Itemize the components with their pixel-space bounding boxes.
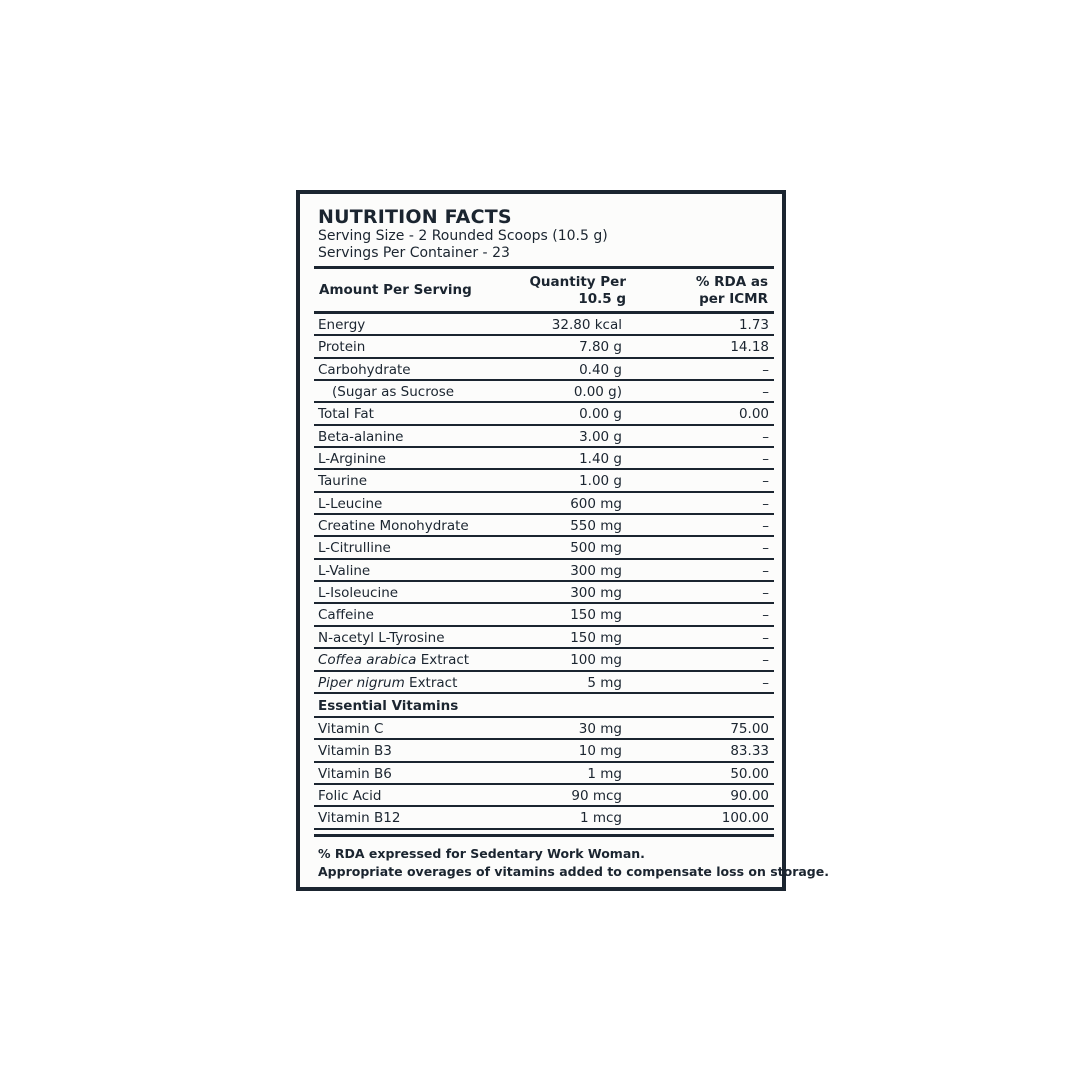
nutrient-rda: – (762, 495, 769, 512)
nutrient-quantity: 5 mg (587, 674, 622, 691)
header-rda (696, 274, 768, 308)
nutrient-rda: – (762, 451, 769, 468)
nutrient-rda: 14.18 (730, 339, 769, 356)
nutrient-name: Vitamin C (318, 720, 384, 737)
table-row (314, 493, 774, 515)
nutrient-quantity: 32.80 kcal (551, 317, 622, 333)
nutrient-quantity: 7.80 g (579, 339, 622, 356)
nutrient-name: L-Citrulline (318, 540, 391, 557)
nutrient-rda: – (762, 674, 769, 691)
nutrient-rda: 100.00 (721, 810, 769, 827)
table-row (314, 336, 774, 358)
header-amount: Amount Per Serving (319, 282, 472, 298)
table-row (314, 672, 774, 694)
header-rda-line1: % RDA as (695, 274, 768, 290)
nutrient-name: Vitamin B3 (318, 743, 392, 760)
nutrient-rda: – (762, 384, 769, 401)
nutrient-quantity: 0.00 g (579, 406, 622, 423)
nutrient-name: L-Arginine (318, 451, 386, 468)
nutrient-quantity: 500 mg (570, 540, 622, 557)
nutrient-quantity: 1 mcg (579, 810, 622, 827)
table-row (314, 359, 774, 381)
nutrition-facts-panel (296, 190, 829, 891)
table-row (314, 649, 774, 671)
nutrient-rda: – (762, 652, 769, 669)
table-row (314, 403, 774, 425)
nutrient-quantity: 1 mg (587, 765, 622, 782)
nutrient-quantity: 600 mg (570, 495, 622, 512)
table-row (314, 718, 774, 740)
nutrient-quantity: 1.40 g (579, 451, 622, 468)
serving-size: Serving Size - 2 Rounded Scoops (10.5 g) (318, 228, 608, 244)
nutrient-rda: – (762, 540, 769, 557)
table-row (314, 515, 774, 537)
table-row (314, 807, 774, 829)
nutrient-quantity: 150 mg (570, 629, 622, 646)
table-row (314, 470, 774, 492)
nutrient-quantity: 100 mg (570, 652, 622, 669)
nutrient-rda: – (762, 428, 769, 445)
nutrient-quantity: 1.00 g (579, 473, 622, 490)
nutrient-name: Vitamin B6 (318, 765, 392, 782)
nutrient-rda: – (762, 629, 769, 646)
nutrient-rda: – (762, 518, 769, 535)
table-row (314, 627, 774, 649)
nutrient-name: L-Isoleucine (318, 585, 399, 602)
nutrient-quantity: 550 mg (570, 518, 622, 535)
nutrient-rda: – (762, 607, 769, 624)
nutrient-name: Caffeine (318, 607, 374, 624)
table-row (314, 604, 774, 626)
nutrient-quantity: 10 mg (578, 743, 622, 760)
nutrient-quantity: 0.00 g) (573, 384, 622, 401)
nutrient-rda: – (762, 473, 769, 490)
table-row (314, 740, 774, 762)
header-rda-line2: per ICMR (699, 291, 768, 307)
nutrient-name: Carbohydrate (318, 361, 411, 378)
nutrient-quantity: 300 mg (570, 585, 622, 602)
nutrient-name: Folic Acid (318, 787, 382, 804)
nutrient-table (314, 314, 774, 830)
nutrient-name: Vitamin B12 (318, 810, 401, 827)
nutrient-quantity: 90 mcg (571, 787, 622, 804)
nutrient-name (318, 652, 469, 668)
nutrient-quantity: 30 mg (578, 720, 622, 737)
nutrient-name-rest: Extract (404, 674, 458, 691)
nutrient-rda: 50.00 (730, 765, 769, 782)
table-row (314, 560, 774, 582)
nutrient-name: Total Fat (318, 406, 374, 423)
divider (314, 266, 774, 269)
table-row (314, 785, 774, 807)
nutrient-quantity: 3.00 g (579, 428, 622, 445)
nutrient-rda: – (762, 562, 769, 579)
servings-per-container: Servings Per Container - 23 (318, 245, 510, 261)
header-quantity-line1: Quantity Per (529, 274, 626, 290)
nutrient-rda: 83.33 (730, 743, 769, 760)
nutrient-rda: 1.73 (738, 317, 769, 333)
section-heading: Essential Vitamins (318, 697, 459, 714)
nutrient-rda: 0.00 (738, 406, 769, 423)
nutrient-name (318, 675, 457, 691)
table-row (314, 537, 774, 559)
nutrient-name: Creatine Monohydrate (318, 518, 469, 535)
table-row (314, 314, 774, 336)
nutrient-quantity: 150 mg (570, 607, 622, 624)
divider (314, 834, 774, 837)
nutrient-rda: 75.00 (730, 720, 769, 737)
nutrient-name-italic: Piper nigrum (318, 674, 405, 691)
header-quantity (529, 274, 626, 308)
nutrient-rda: – (762, 585, 769, 602)
header-quantity-line2: 10.5 g (578, 291, 626, 307)
nutrient-rda: 90.00 (730, 787, 769, 804)
table-row (314, 582, 774, 604)
section-heading-row (314, 694, 774, 718)
nutrient-name: L-Valine (318, 562, 371, 579)
footnote-overages: Appropriate overages of vitamins added to compensate loss on storage. (318, 864, 829, 879)
nutrient-name: L-Leucine (318, 495, 383, 512)
table-row (314, 448, 774, 470)
label-title: NUTRITION FACTS (318, 206, 512, 228)
nutrient-name: (Sugar as Sucrose (332, 384, 455, 401)
footnote-rda: % RDA expressed for Sedentary Work Woman. (318, 846, 645, 861)
nutrient-rda: – (762, 361, 769, 378)
nutrient-name-rest: Extract (416, 652, 470, 669)
table-row (314, 381, 774, 403)
nutrient-quantity: 300 mg (570, 562, 622, 579)
nutrient-name-italic: Coffea arabica (318, 652, 417, 669)
table-row (314, 426, 774, 448)
nutrient-name: Energy (318, 317, 366, 333)
nutrient-quantity: 0.40 g (579, 361, 622, 378)
nutrient-name: Beta-alanine (318, 428, 404, 445)
nutrient-name: Taurine (318, 473, 368, 490)
table-row (314, 763, 774, 785)
nutrient-name: Protein (318, 339, 366, 356)
nutrient-name: N-acetyl L-Tyrosine (318, 629, 445, 646)
